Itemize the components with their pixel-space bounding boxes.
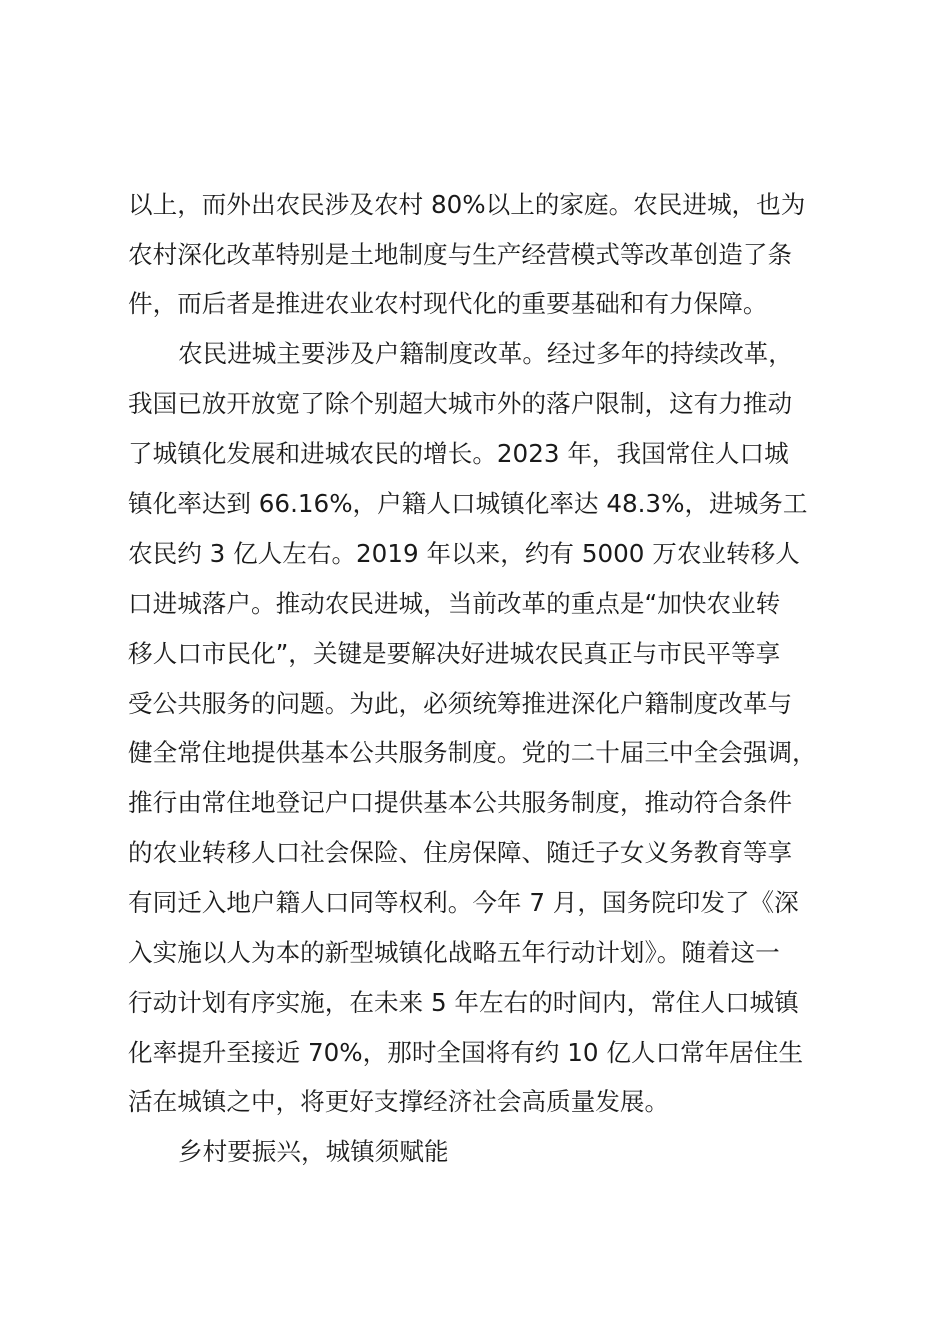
paragraph-2-line-10: 推行由常住地登记户口提供基本公共服务制度，推动符合条件: [128, 788, 793, 817]
paragraph-2-line-12: 有同迁入地户籍人口同等权利。今年 7 月，国务院印发了《深: [128, 888, 799, 917]
paragraph-2-line-13: 入实施以人为本的新型城镇化战略五年行动计划》。随着这一: [128, 938, 780, 967]
paragraph-1-line-2: 农村深化改革特别是土地制度与生产经营模式等改革创造了条: [128, 240, 793, 269]
paragraph-2-line-16: 活在城镇之中，将更好支撑经济社会高质量发展。: [128, 1087, 670, 1116]
paragraph-2-line-2: 我国已放开放宽了除个别超大城市外的落户限制，这有力推动: [128, 389, 793, 418]
paragraph-2-line-4: 镇化率达到 66.16%，户籍人口城镇化率达 48.3%，进城务工: [128, 489, 808, 518]
paragraph-2-line-6: 口进城落户。推动农民进城，当前改革的重点是“加快农业转: [128, 589, 781, 618]
paragraph-2-line-11: 的农业转移人口社会保险、住房保障、随迁子女义务教育等享: [128, 838, 793, 867]
paragraph-2-line-9: 健全常住地提供基本公共服务制度。党的二十届三中全会强调，: [128, 738, 817, 767]
section-heading: 乡村要振兴，城镇须赋能: [178, 1137, 449, 1166]
paragraph-2-line-5: 农民约 3 亿人左右。2019 年以来，约有 5000 万农业转移人: [128, 539, 800, 568]
paragraph-2-line-3: 了城镇化发展和进城农民的增长。2023 年，我国常住人口城: [128, 439, 789, 468]
paragraph-2-line-14: 行动计划有序实施，在未来 5 年左右的时间内，常住人口城镇: [128, 988, 799, 1017]
paragraph-2-line-8: 受公共服务的问题。为此，必须统筹推进深化户籍制度改革与: [128, 689, 793, 718]
paragraph-2-line-7: 移人口市民化”，关键是要解决好进城农民真正与市民平等享: [128, 639, 781, 668]
paragraph-2-line-1: 农民进城主要涉及户籍制度改革。经过多年的持续改革，: [178, 339, 793, 368]
paragraph-1-line-1: 以上，而外出农民涉及农村 80%以上的家庭。农民进城，也为: [128, 190, 806, 219]
paragraph-1-line-3: 件，而后者是推进农业农村现代化的重要基础和有力保障。: [128, 289, 768, 318]
paragraph-2-line-15: 化率提升至接近 70%，那时全国将有约 10 亿人口常年居住生: [128, 1038, 804, 1067]
